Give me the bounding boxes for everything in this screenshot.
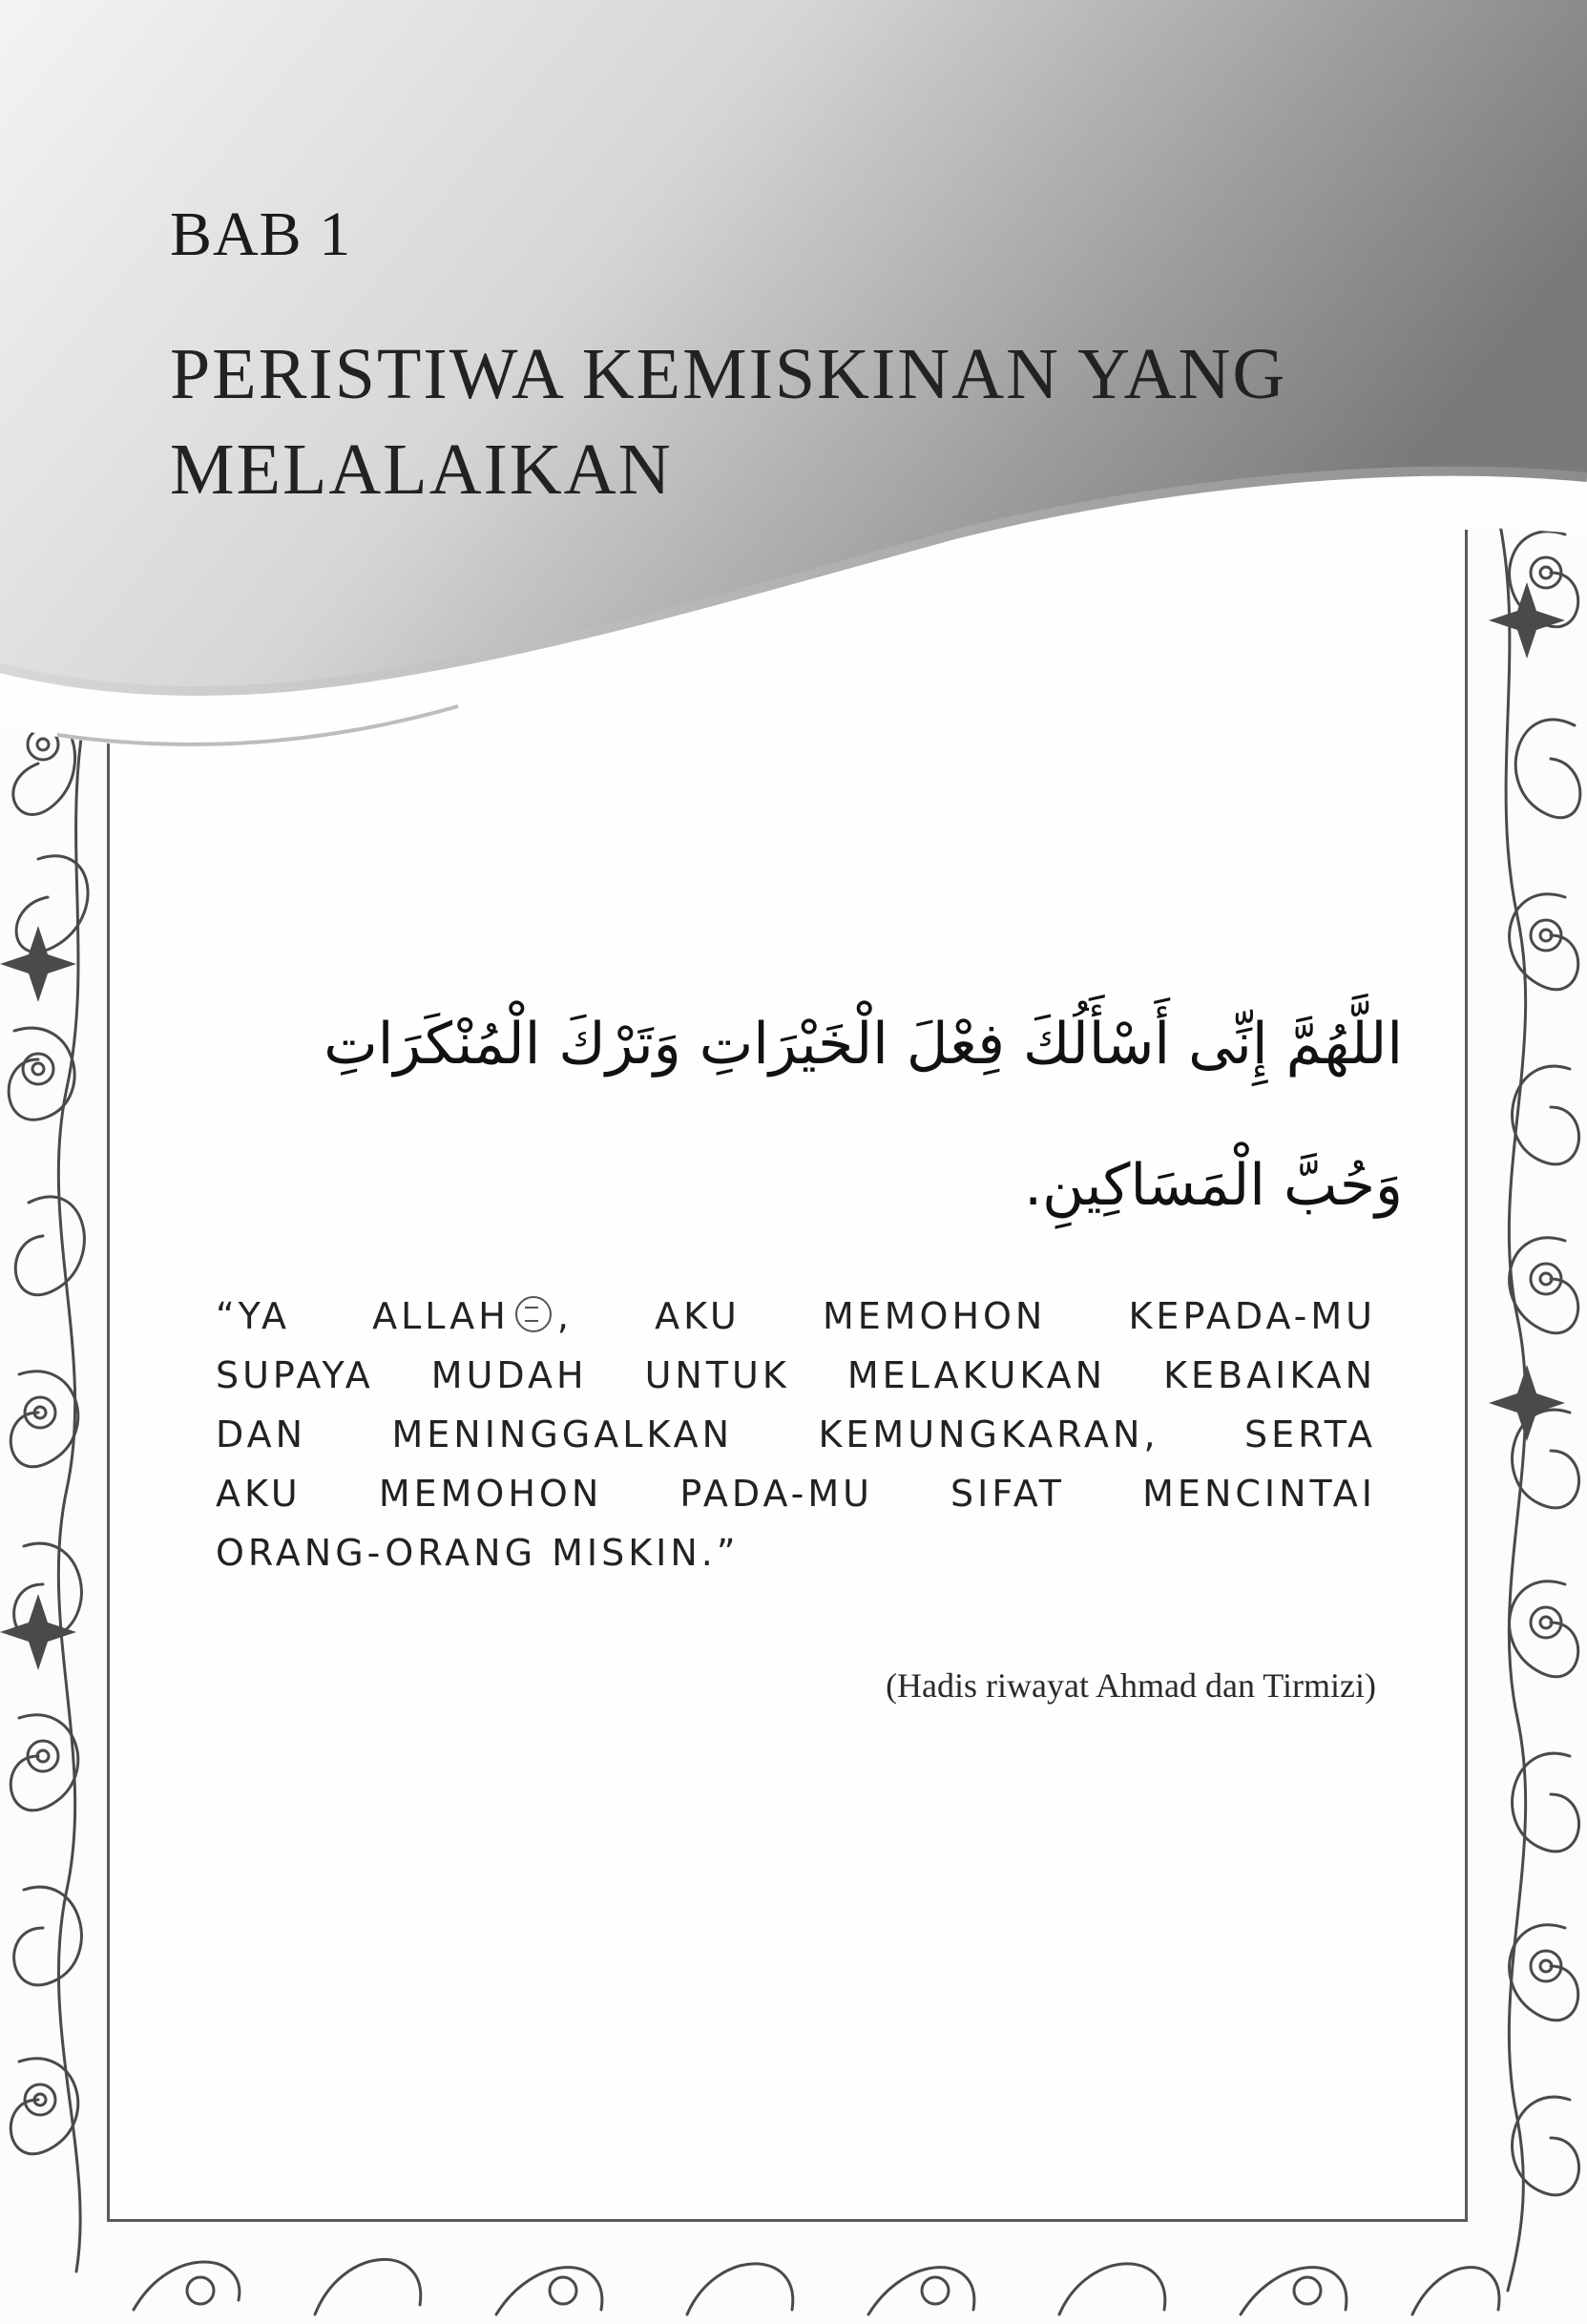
arabic-prayer-line-1: اللَّهُمَّ إِنِّى أَسْأَلُكَ فِعْلَ الْخَيْرَاتِ وَتَرْكَ الْمُنْكَرَاتِ (324, 1011, 1403, 1078)
translation-line-2: SUPAYA MUDAH UNTUK MELAKUKAN KEBAIKAN (216, 1354, 1376, 1396)
hadith-citation: (Hadis riwayat Ahmad dan Tirmizi) (886, 1666, 1376, 1705)
chapter-title (170, 326, 1430, 517)
translation-line-4: AKU MEMOHON PADA-MU SIFAT MENCINTAI (216, 1473, 1376, 1515)
translation-line-5: ORANG-ORANG MISKIN.” (216, 1532, 740, 1574)
translation-line-1-start: “YA ALLAH (216, 1295, 510, 1337)
prayer-translation (216, 1287, 1376, 1582)
translation-line-1-end: , AKU MEMOHON KEPADA-MU (556, 1295, 1376, 1337)
arabic-prayer-line-2: وَحُبَّ الْمَسَاكِينِ. (1024, 1152, 1403, 1219)
chapter-title-line-2: MELALAIKAN (170, 429, 673, 510)
arabic-prayer (210, 974, 1403, 1256)
honorific-glyph-icon (515, 1296, 552, 1332)
translation-line-3: DAN MENINGGALKAN KEMUNGKARAN, SERTA (216, 1413, 1376, 1455)
chapter-title-line-1: PERISTIWA KEMISKINAN YANG (170, 334, 1287, 414)
chapter-number: BAB 1 (170, 199, 352, 269)
translation-line-1 (216, 1287, 1376, 1346)
